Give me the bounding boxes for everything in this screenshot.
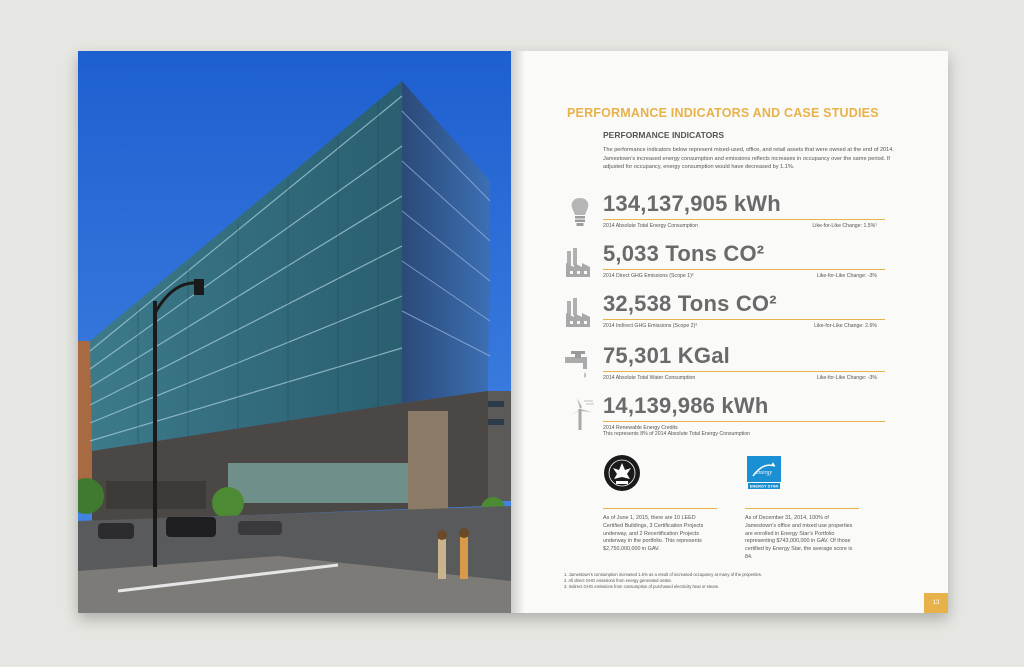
factory-icon bbox=[563, 295, 597, 329]
metric-label: 2014 Absolute Total Water Consumption bbox=[603, 375, 696, 381]
metric-label: 2014 Direct GHG Emissions (Scope 1)² bbox=[603, 273, 694, 279]
footnote: 3. Indirect GHG emissions from consumption of purchased electricity heat or steam. bbox=[564, 584, 720, 589]
divider bbox=[603, 219, 885, 220]
footnote: 1. Jamestown’s consumption increased 1.5% as a result of increased occupancy at many of the properties. bbox=[564, 572, 763, 577]
metric-value: 5,033 Tons CO² bbox=[603, 241, 765, 266]
divider bbox=[603, 508, 717, 509]
footnote: 2. All direct GHG emissions from energy generated onsite. bbox=[564, 578, 672, 583]
page-heading: PERFORMANCE INDICATORS AND CASE STUDIES bbox=[567, 106, 879, 120]
metric-label: 2014 Indirect GHG Emissions (Scope 2)³ bbox=[603, 323, 697, 329]
metric-water-consumption bbox=[511, 343, 948, 391]
metric-renewable-credits bbox=[511, 393, 948, 441]
factory-icon bbox=[563, 245, 597, 279]
water-faucet-icon bbox=[563, 347, 597, 381]
metric-label: 2014 Renewable Energy Credits bbox=[603, 425, 678, 431]
metric-direct-ghg bbox=[511, 241, 948, 289]
metric-value: 32,538 Tons CO² bbox=[603, 291, 777, 316]
page-number: 13 bbox=[924, 593, 948, 613]
metric-value: 14,139,986 kWh bbox=[603, 393, 769, 418]
metric-label: 2014 Absolute Total Energy Consumption bbox=[603, 223, 699, 229]
metric-change: Like-for-Like Change: -3% bbox=[816, 375, 877, 381]
building-photo-art bbox=[78, 51, 511, 613]
leed-text: As of June 1, 2015, there are 10 LEED Certified Buildings, 3 Certification Projects underway, and 2 Recertification Projects underway in the portfolio. This represents $2,750,000,000 in GAV. bbox=[603, 515, 704, 553]
divider bbox=[603, 421, 885, 422]
divider bbox=[745, 508, 859, 509]
right-page bbox=[511, 51, 948, 613]
energy-star-logo bbox=[745, 454, 783, 492]
footnotes bbox=[564, 572, 762, 590]
brochure-spread bbox=[78, 51, 948, 613]
light-bulb-icon bbox=[563, 195, 597, 229]
divider bbox=[603, 319, 885, 320]
metric-change: Like-for-Like Change: -3% bbox=[816, 273, 877, 279]
page-gutter-shadow bbox=[511, 51, 525, 613]
metric-note: This represents 8% of 2014 Absolute Total Energy Consumption bbox=[603, 431, 750, 437]
building-photo bbox=[78, 51, 511, 613]
leed-certification bbox=[603, 454, 717, 554]
intro-paragraph: The performance indicators below represent mixed-used, office, and retail assets that were owned at the end of 2014. Jamestown’s increased energy consumption and emissions reflects increases in occupancy over the same period. If adjusted for occupancy, energy consumption would have decreased by 1.1%. bbox=[603, 147, 894, 171]
metric-change: Like-for-Like Change: 1.5%¹ bbox=[812, 223, 877, 229]
metric-change: Like-for-Like Change: 2.6% bbox=[814, 323, 877, 329]
divider bbox=[603, 371, 885, 372]
metric-value: 134,137,905 kWh bbox=[603, 191, 781, 216]
leed-logo bbox=[603, 454, 641, 492]
metric-value: 75,301 KGal bbox=[603, 343, 730, 368]
wind-turbine-icon bbox=[563, 397, 597, 431]
metric-indirect-ghg bbox=[511, 291, 948, 339]
divider bbox=[603, 269, 885, 270]
energy-star-text: As of December 31, 2014, 100% of Jamestown’s office and mixed use properties are enrolled in Energy Star’s Portfolio representing $743,000,000 in GAV. Of those certified by Energy Star, the average score is 84. bbox=[745, 515, 853, 560]
section-subheading: PERFORMANCE INDICATORS bbox=[603, 130, 725, 140]
energy-star-logo-text: ENERGY STAR bbox=[749, 483, 779, 489]
energy-star-certification bbox=[745, 454, 859, 562]
metric-energy-consumption bbox=[511, 191, 948, 239]
energy-star-script: energy bbox=[756, 470, 773, 476]
